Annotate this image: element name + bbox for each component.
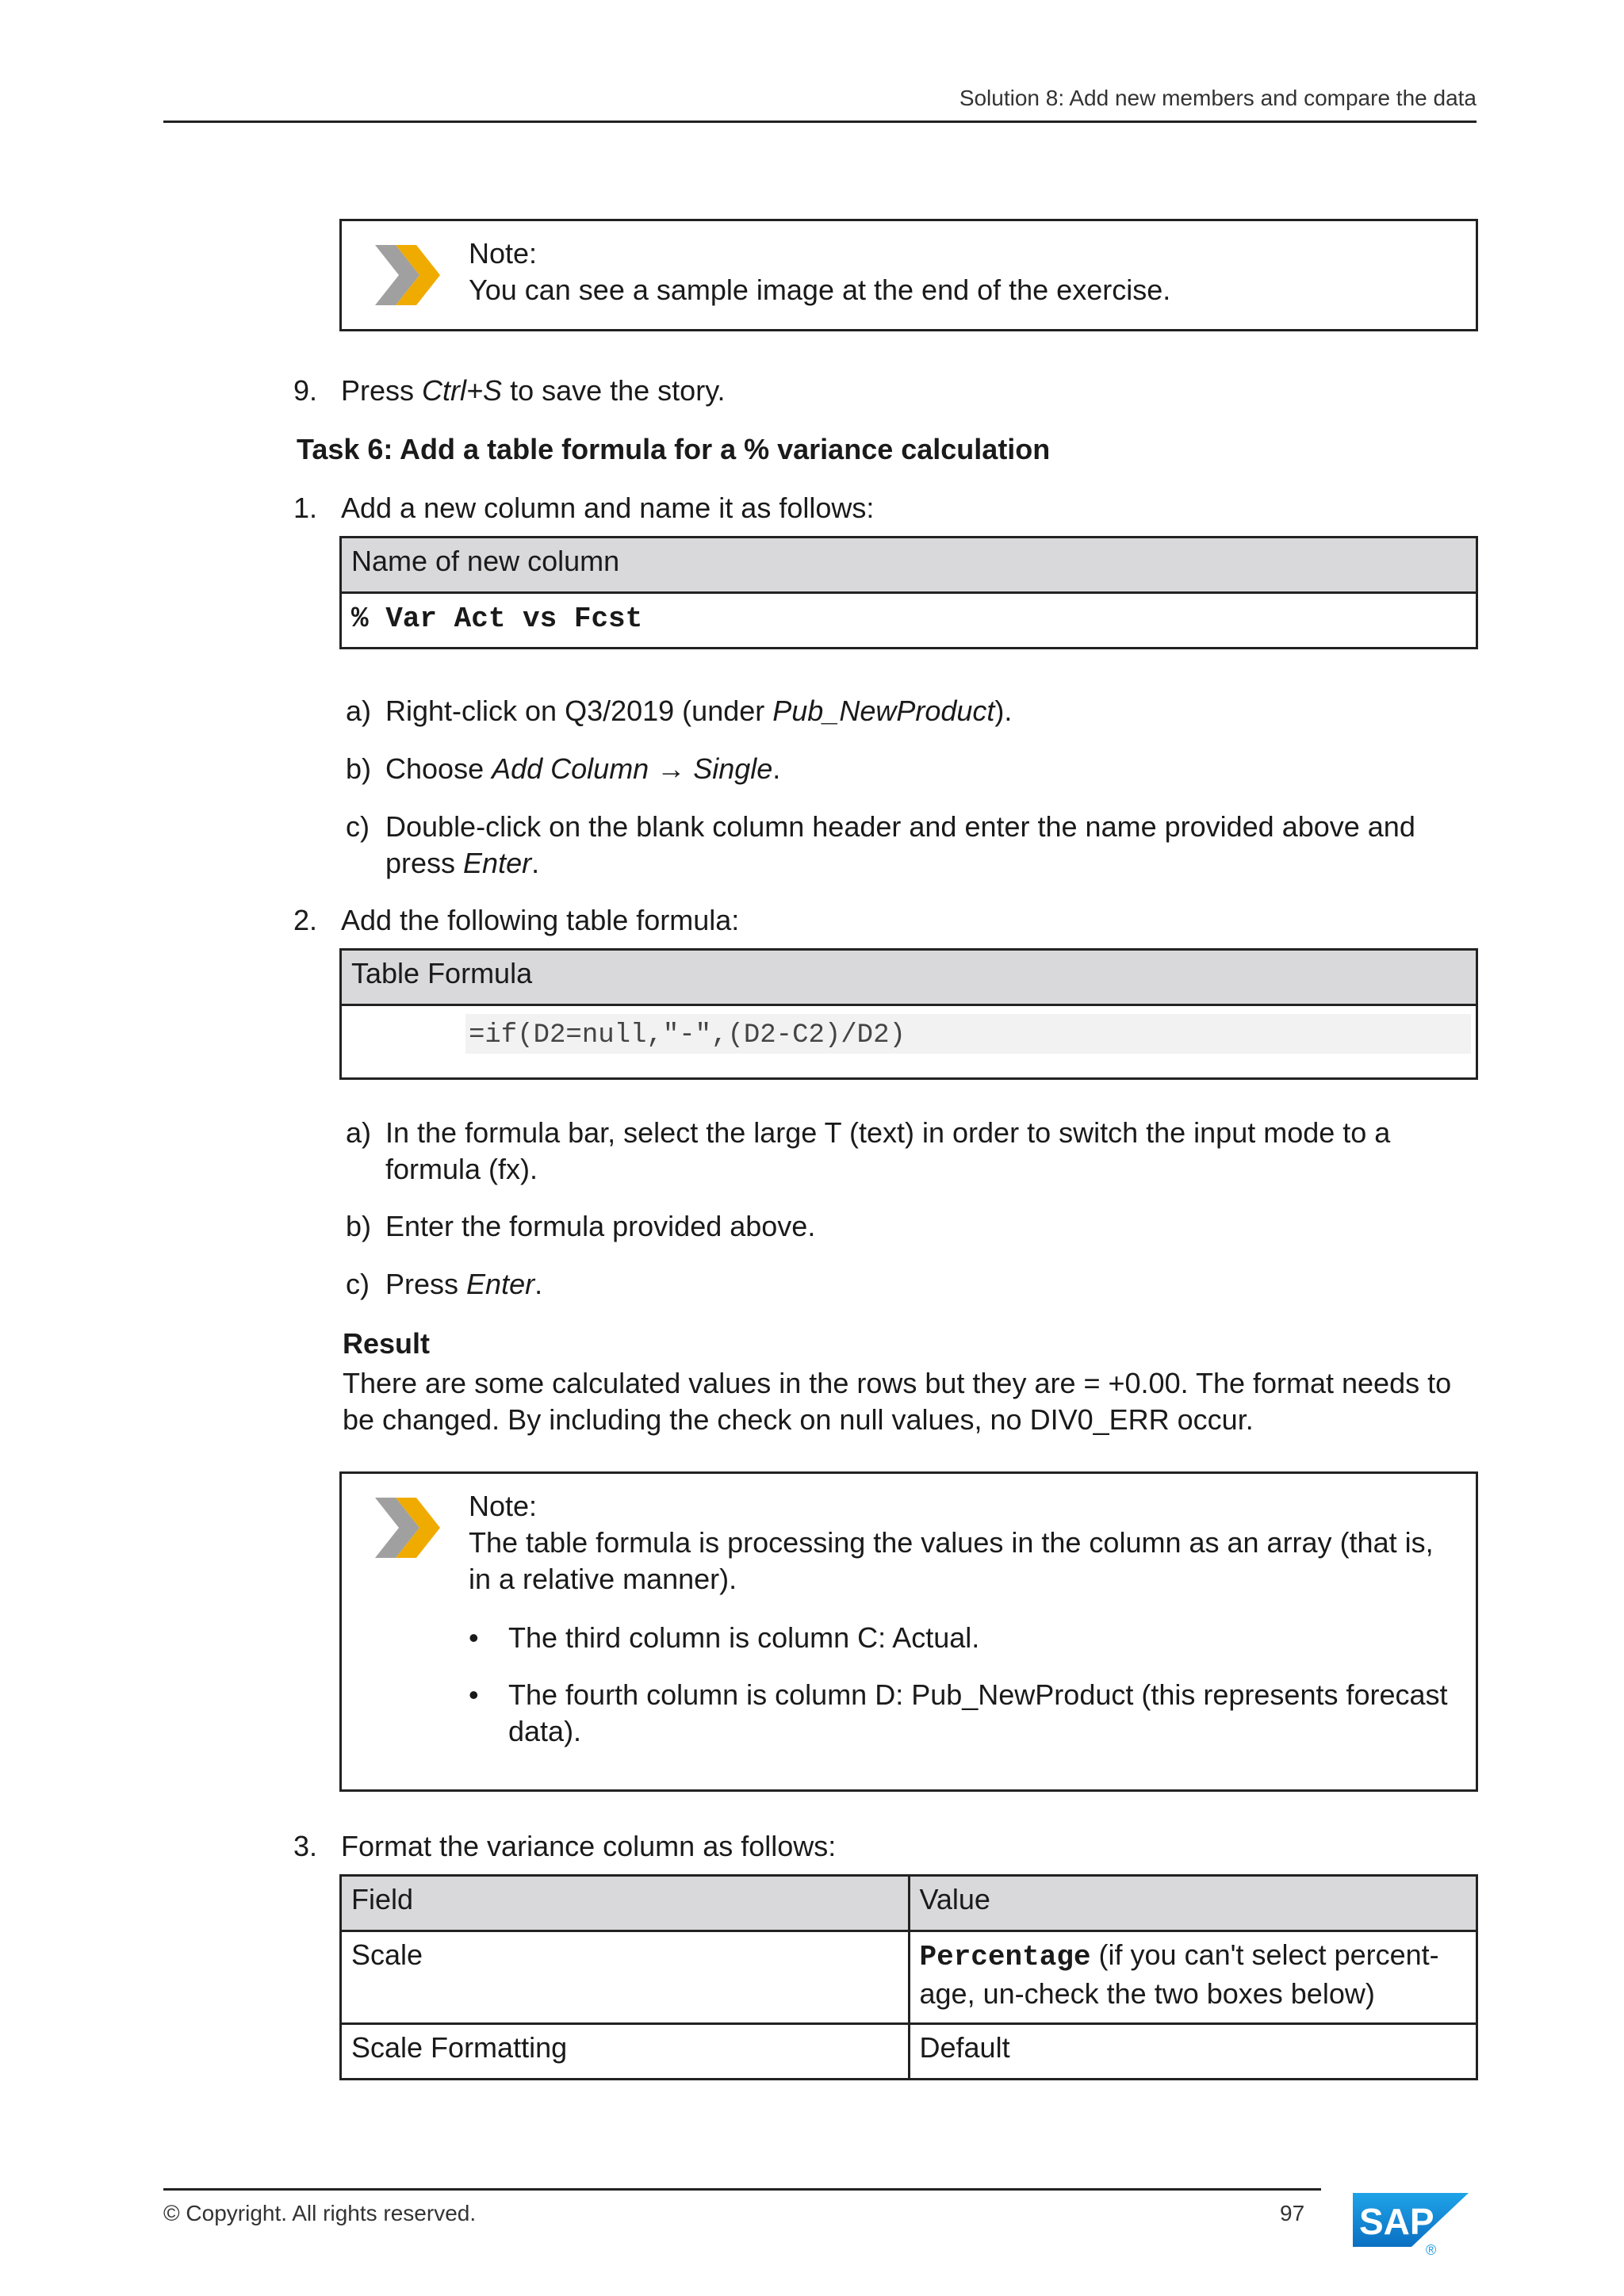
chevron-note-icon — [372, 1494, 443, 1561]
substep-emphasis: Add Column — [492, 752, 649, 785]
substep-text-pre: Double-click on the blank column header and enter the name provided above and press — [385, 810, 1415, 879]
step-1 — [293, 490, 1467, 526]
substep-label: a) — [346, 1116, 372, 1149]
table-cell-value — [909, 1931, 1477, 2024]
chevron-note-icon — [372, 242, 443, 308]
arrow-glyph: → — [649, 752, 694, 785]
substep-2a — [346, 1115, 1464, 1188]
substep-label: c) — [346, 1268, 370, 1300]
footer-rule — [163, 2188, 1321, 2191]
step-text-post: to save the story. — [502, 374, 726, 407]
step-number: 3. — [293, 1830, 318, 1862]
result-heading: Result — [343, 1327, 431, 1360]
task-heading: Task 6: Add a table formula for a % variance calculation — [297, 433, 1051, 465]
value-code: Percentage — [919, 1941, 1091, 1973]
step-number: 1. — [293, 492, 318, 524]
step-number: 9. — [293, 374, 318, 407]
step-9 — [293, 373, 1467, 409]
substep-text-post: . — [534, 1268, 543, 1300]
substep-emphasis: Enter — [466, 1268, 535, 1300]
substep-emphasis: Enter — [463, 847, 532, 879]
bullet-text: The fourth column is column D: Pub_NewProduct (this represents forecast data). — [508, 1678, 1448, 1747]
result-text: There are some calculated values in the rows but they are = +0.00. The format needs to be changed. By including the check on null values, no DIV0_ERR occur. — [343, 1367, 1452, 1436]
table-row — [341, 1931, 1477, 2024]
substep-text-post: ). — [994, 695, 1013, 727]
substep-text-post: . — [531, 847, 540, 879]
bullet-glyph: • — [469, 1621, 479, 1654]
substep-label: c) — [346, 810, 370, 843]
table-header-value: Value — [909, 1876, 1477, 1931]
bullet-item — [469, 1677, 1452, 1750]
substep-text-pre: Right-click on Q3/2019 (under — [385, 695, 773, 727]
format-table — [339, 1874, 1478, 2080]
copyright-text: © Copyright. All rights reserved. — [163, 2201, 477, 2225]
table-cell-formula — [341, 1005, 1477, 1079]
step-text: Add the following table formula: — [341, 904, 740, 936]
substep-text-pre: Press — [385, 1268, 467, 1300]
table-cell-column-name — [341, 593, 1477, 649]
step-2 — [293, 902, 1467, 939]
note-box-2 — [339, 1471, 1478, 1792]
table-header-field: Field — [341, 1876, 910, 1931]
value-text: (if you can't select percent-age, un-check the two boxes below) — [919, 1938, 1439, 2010]
table-formula-box — [339, 948, 1478, 1080]
table-cell-field: Scale — [341, 1931, 910, 2024]
step-text: Add a new column and name it as follows: — [341, 492, 875, 524]
step-number: 2. — [293, 904, 318, 936]
running-header: Solution 8: Add new members and compare the data — [959, 86, 1477, 110]
step-key: Ctrl+S — [422, 374, 503, 407]
note-label: Note: — [469, 237, 538, 270]
substep-label: b) — [346, 752, 372, 785]
substep-text: In the formula bar, select the large T (text) in order to switch the input mode to a formula (fx). — [385, 1116, 1391, 1185]
bullet-glyph: • — [469, 1678, 479, 1711]
table-header: Name of new column — [341, 538, 1477, 593]
header-rule — [163, 121, 1477, 123]
step-text-pre: Press — [341, 374, 423, 407]
sap-logo — [1348, 2187, 1475, 2258]
substep-2c — [346, 1266, 1472, 1303]
sap-logo-text: SAP — [1359, 2201, 1434, 2242]
note-box-1 — [339, 219, 1478, 331]
step-text: Format the variance column as follows: — [341, 1830, 837, 1862]
page-number: 97 — [1280, 2201, 1305, 2225]
column-name-table — [339, 536, 1478, 649]
substep-2b — [346, 1208, 1472, 1245]
substep-emphasis: Pub_NewProduct — [772, 695, 995, 727]
table-header: Table Formula — [341, 950, 1477, 1005]
substep-1a — [346, 693, 1472, 729]
substep-text-post: . — [772, 752, 781, 785]
substep-text-pre: Choose — [385, 752, 492, 785]
table-cell-field: Scale Formatting — [341, 2024, 910, 2080]
svg-text:®: ® — [1426, 2242, 1437, 2258]
bullet-text: The third column is column C: Actual. — [508, 1621, 980, 1654]
formula-code: =if(D2=null,"-",(D2-C2)/D2) — [469, 1020, 906, 1050]
table-cell-value: Default — [909, 2024, 1477, 2080]
substep-emphasis: Single — [693, 752, 773, 785]
bullet-item — [469, 1620, 1452, 1656]
step-3 — [293, 1828, 1467, 1865]
formula-code-block — [465, 1014, 1471, 1054]
note-label: Note: — [469, 1490, 538, 1522]
substep-label: b) — [346, 1210, 372, 1242]
note-text: You can see a sample image at the end of the exercise. — [469, 274, 1171, 306]
substep-text: Enter the formula provided above. — [385, 1210, 816, 1242]
column-name-code: % Var Act vs Fcst — [351, 603, 643, 635]
table-row — [341, 2024, 1477, 2080]
substep-1b — [346, 751, 1472, 787]
note-text: The table formula is processing the values in the column as an array (that is, in a relative manner). — [469, 1526, 1434, 1595]
substep-1c — [346, 809, 1464, 882]
substep-label: a) — [346, 695, 372, 727]
